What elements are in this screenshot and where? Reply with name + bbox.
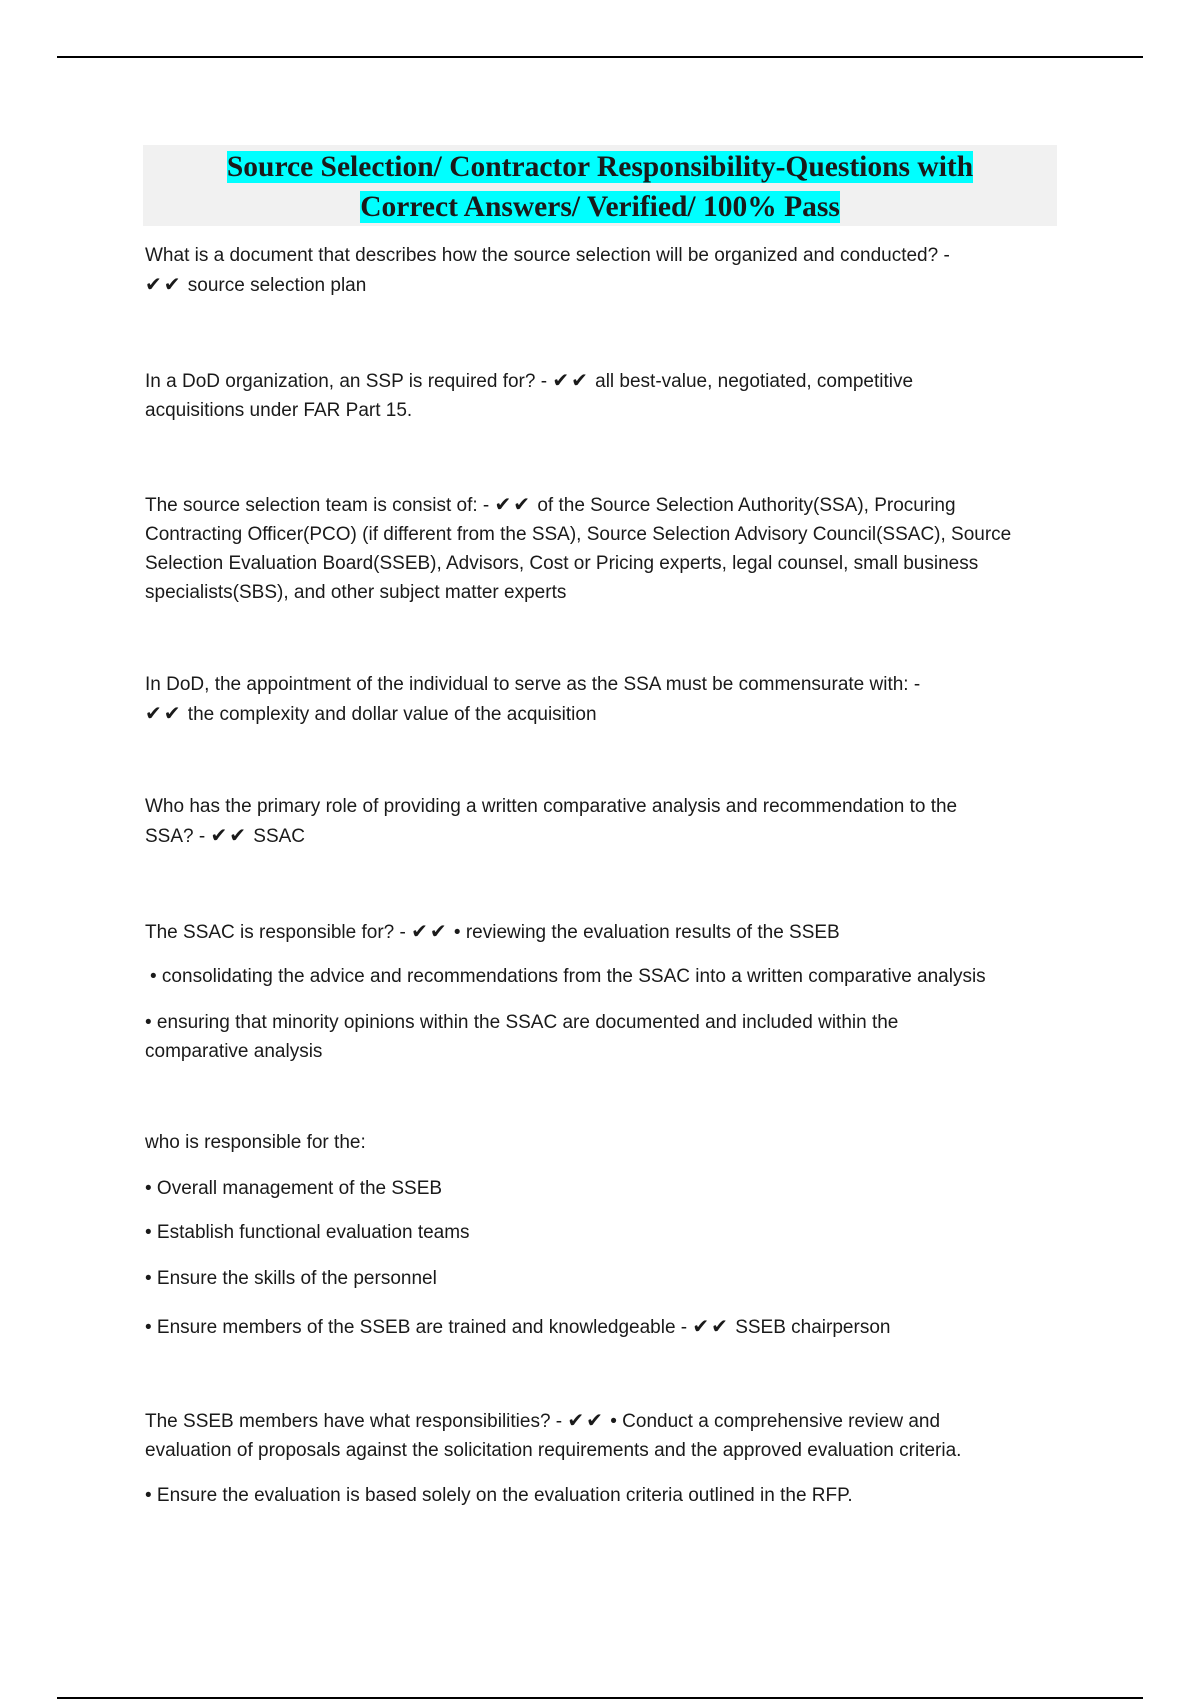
answer-text: all best-value, negotiated, competitive	[595, 371, 914, 392]
question-text: What is a document that describes how the source selection will be organized and conducted? -	[145, 245, 950, 266]
double-check-icon: ✔✔	[567, 1408, 605, 1432]
double-check-icon: ✔✔	[145, 701, 183, 725]
double-check-icon: ✔✔	[411, 919, 449, 943]
qa-item-6	[145, 917, 1060, 947]
qa-item-5	[145, 792, 1060, 851]
answer-text: the complexity and dollar value of the acquisition	[187, 704, 597, 725]
answer-text: of the Source Selection Authority(SSA), Procuring	[537, 495, 956, 516]
title-line-2: Correct Answers/ Verified/ 100% Pass	[360, 191, 840, 223]
double-check-icon: ✔✔	[494, 492, 533, 516]
double-check-icon: ✔✔	[210, 823, 248, 847]
answer-bullet: • Conduct a comprehensive review and	[610, 1411, 941, 1432]
question-bullet-3-row	[145, 1264, 1060, 1293]
question-text: The source selection team is consist of: -	[145, 495, 490, 516]
qa-item-6-bullet-3	[145, 1008, 1060, 1066]
answer-continuation: Selection Evaluation Board(SSEB), Advisors, Cost or Pricing experts, legal counsel, small business	[145, 553, 979, 574]
document-title	[143, 145, 1057, 226]
double-check-icon: ✔✔	[692, 1314, 730, 1338]
question-text: In a DoD organization, an SSP is required for? -	[145, 371, 548, 392]
qa-item-7	[145, 1128, 1060, 1157]
answer-continuation: Contracting Officer(PCO) (if different from the SSA), Source Selection Advisory Council(SSAC), Source	[145, 524, 1012, 545]
qa-item-4	[145, 670, 1060, 729]
answer-continuation: acquisitions under FAR Part 15.	[145, 400, 413, 421]
qa-item-1	[145, 241, 1060, 300]
question-bullet: • Establish functional evaluation teams	[145, 1222, 470, 1243]
question-bullet-2-row	[145, 1218, 1060, 1247]
double-check-icon: ✔✔	[145, 272, 183, 296]
answer-bullet: • reviewing the evaluation results of the SSEB	[453, 922, 840, 943]
question-bullet: • Overall management of the SSEB	[145, 1178, 443, 1199]
question-bullet-1-row	[145, 1174, 1060, 1203]
question-text: who is responsible for the:	[145, 1132, 366, 1153]
bottom-rule	[57, 1697, 1143, 1699]
qa-item-8-bullet-2	[145, 1481, 1060, 1510]
answer-text: SSAC	[253, 826, 306, 847]
answer-text: source selection plan	[187, 275, 367, 296]
title-line-1: Source Selection/ Contractor Responsibility-Questions with	[226, 151, 974, 183]
answer-bullet: • ensuring that minority opinions within the SSAC are documented and included within the	[145, 1012, 899, 1033]
qa-item-2	[145, 366, 1060, 425]
answer-continuation: specialists(SBS), and other subject matter experts	[145, 582, 567, 603]
answer-bullet-continuation: comparative analysis	[145, 1041, 323, 1062]
question-text: Who has the primary role of providing a written comparative analysis and recommendation to the	[145, 796, 958, 817]
question-text-continuation: SSA? -	[145, 826, 206, 847]
qa-item-3	[145, 490, 1060, 607]
double-check-icon: ✔✔	[552, 368, 590, 392]
top-rule	[57, 56, 1143, 58]
question-bullet: • Ensure the skills of the personnel	[145, 1268, 437, 1289]
question-text: The SSEB members have what responsibilities? -	[145, 1411, 563, 1432]
qa-item-8	[145, 1406, 1060, 1465]
question-bullet-4-row	[145, 1312, 1060, 1342]
question-text: In DoD, the appointment of the individual to serve as the SSA must be commensurate with: -	[145, 674, 921, 695]
qa-item-6-bullet-2	[145, 962, 1060, 991]
question-bullet: • Ensure members of the SSEB are trained and knowledgeable -	[145, 1317, 688, 1338]
answer-text: SSEB chairperson	[735, 1317, 891, 1338]
answer-bullet: • Ensure the evaluation is based solely on the evaluation criteria outlined in the RFP.	[145, 1485, 853, 1506]
answer-continuation: evaluation of proposals against the solicitation requirements and the approved evaluation criteria.	[145, 1440, 962, 1461]
question-text: The SSAC is responsible for? -	[145, 922, 406, 943]
answer-bullet: • consolidating the advice and recommendations from the SSAC into a written comparative analysis	[150, 966, 986, 987]
